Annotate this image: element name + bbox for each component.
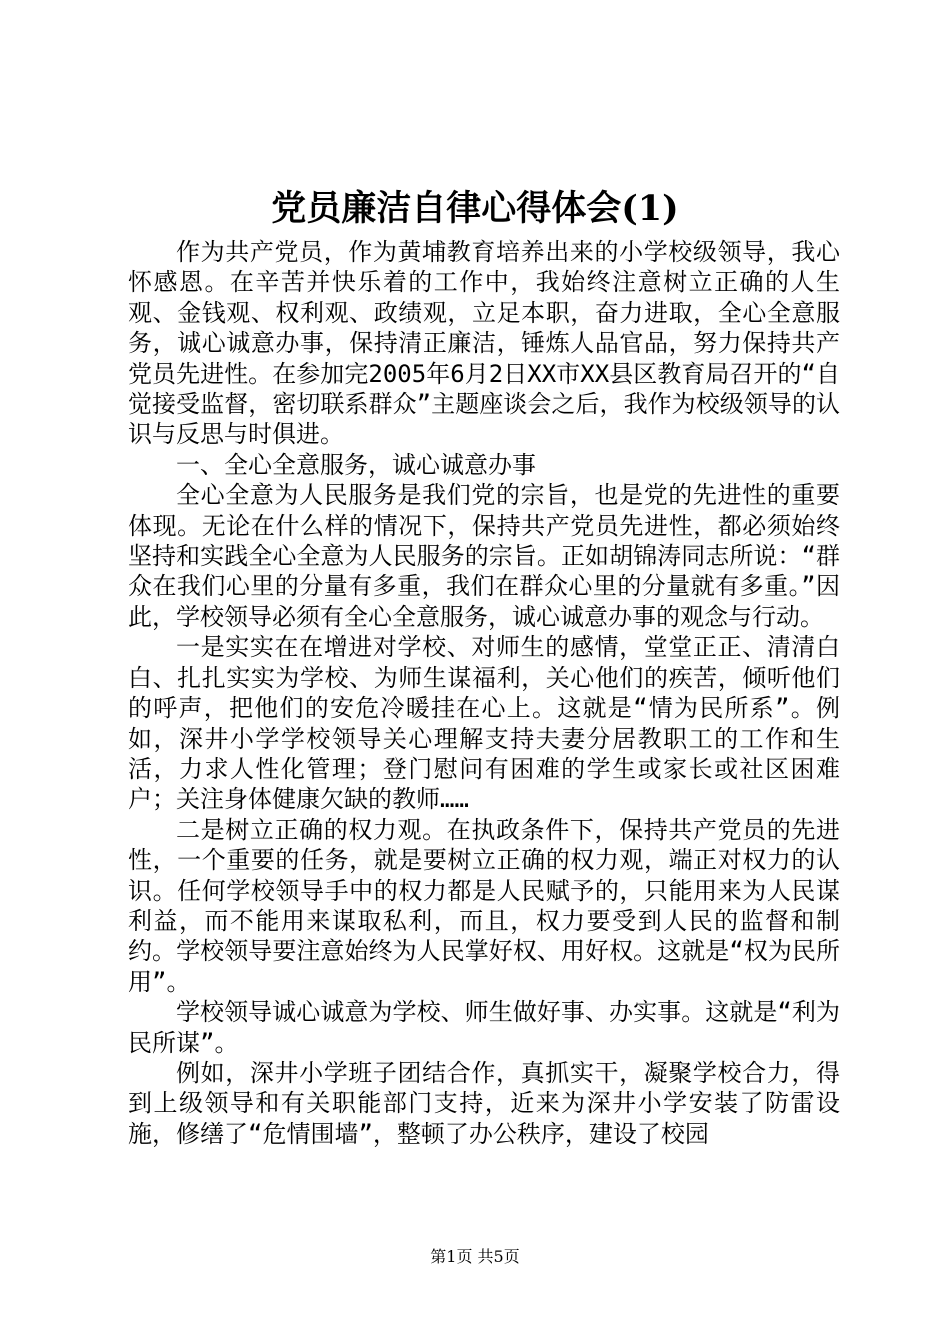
page-number-footer: 第1页 共5页	[430, 1247, 520, 1266]
paragraph-intro: 作为共产党员，作为黄埔教育培养出来的小学校级领导，我心怀感恩。在辛苦并快乐着的工作中，我始终注意树立正确的人生观、金钱观、权利观、政绩观，立足本职，奋力进取，全心全意服务，诚心诚意办事，保持清正廉洁，锤炼人品官品，努力保持共产党员先进性。在参加完2005年6月2日XX市XX县区教育局召开的“自觉接受监督，密切联系群众”主题座谈会之后，我作为校级领导的认识与反思与时俱进。	[128, 238, 840, 449]
paragraph-benefit: 学校领导诚心诚意为学校、师生做好事、办实事。这就是“利为民所谋”。	[128, 998, 840, 1057]
section-heading-1: 一、全心全意服务，诚心诚意办事	[176, 450, 536, 479]
paragraph-point-one: 一是实实在在增进对学校、对师生的感情，堂堂正正、清清白白、扎扎实实为学校、为师生谋福利，关心他们的疾苦，倾听他们的呼声，把他们的安危冷暖挂在心上。这就是“情为民所系”。例如，深井小学学校领导关心理解支持夫妻分居教职工的工作和生活，力求人性化管理；登门慰问有困难的学生或家长或社区困难户；关注身体健康欠缺的教师……	[128, 633, 840, 814]
paragraph-point-two: 二是树立正确的权力观。在执政条件下，保持共产党员的先进性，一个重要的任务，就是要树立正确的权力观，端正对权力的认识。任何学校领导手中的权力都是人民赋予的，只能用来为人民谋利益，而不能用来谋取私利，而且，权力要受到人民的监督和制约。学校领导要注意始终为人民掌好权、用好权。这就是“权为民所用”。	[128, 815, 840, 996]
paragraph-example: 例如，深井小学班子团结合作，真抓实干，凝聚学校合力，得到上级领导和有关职能部门支持，近来为深井小学安装了防雷设施，修缮了“危情围墙”，整顿了办公秩序，建设了校园	[128, 1058, 840, 1148]
paragraph-service: 全心全意为人民服务是我们党的宗旨，也是党的先进性的重要体现。无论在什么样的情况下，保持共产党员先进性，都必须始终坚持和实践全心全意为人民服务的宗旨。正如胡锦涛同志所说：“群众在我们心里的分量有多重，我们在群众心里的分量就有多重。”因此，学校领导必须有全心全意服务，诚心诚意办事的观念与行动。	[128, 481, 840, 631]
document-body	[128, 237, 840, 1149]
document-title: 党员廉洁自律心得体会(1)	[271, 188, 679, 229]
